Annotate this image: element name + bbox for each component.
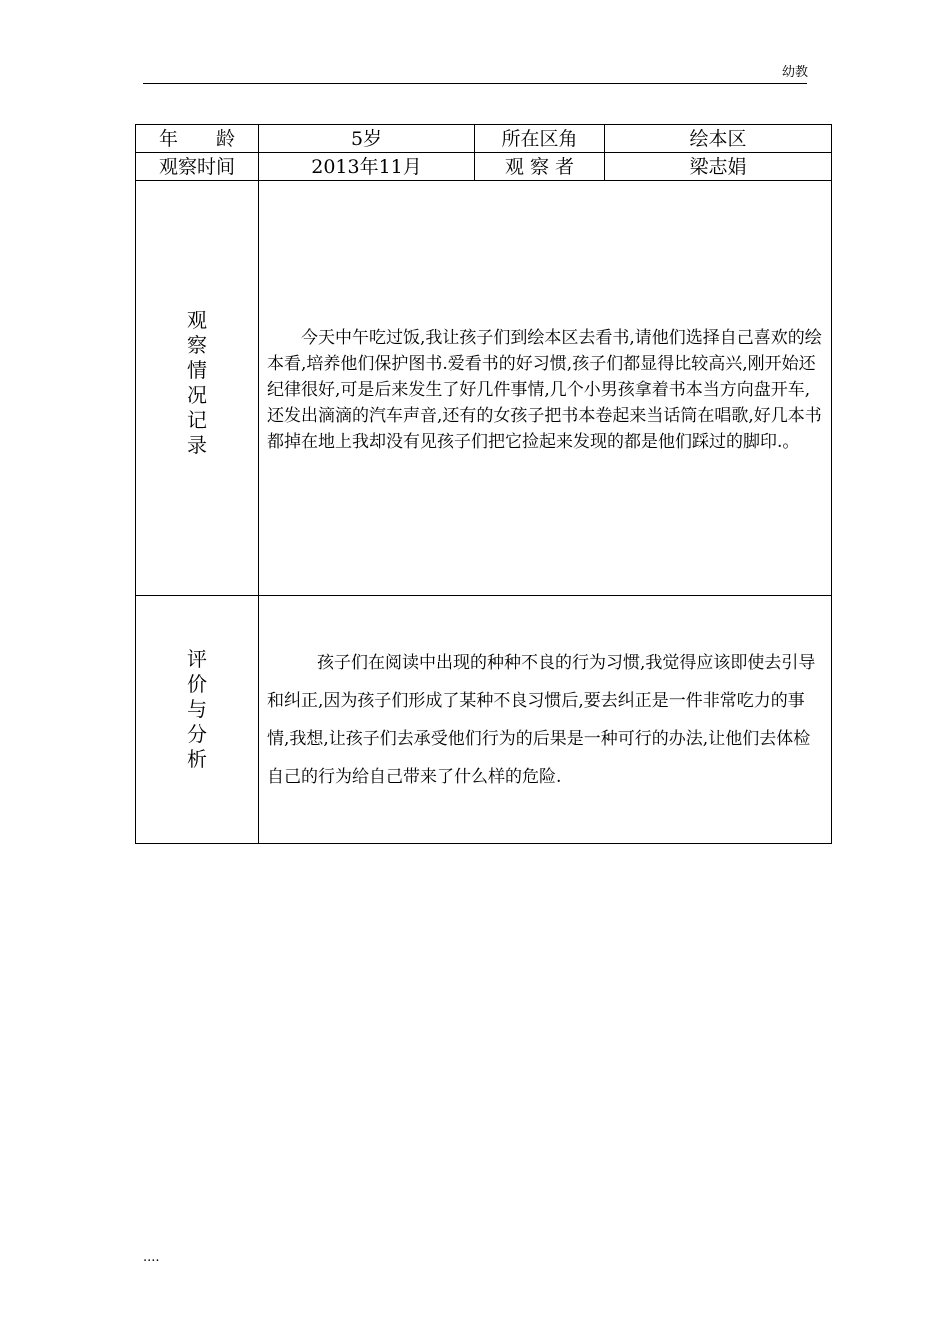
- observation-label: [136, 181, 259, 596]
- observation-label-char: 察: [187, 333, 207, 357]
- area-label: 所在区角: [475, 125, 605, 153]
- observer-value: 梁志娟: [605, 153, 832, 181]
- table-row-time: [136, 153, 832, 181]
- observation-text: 今天中午吃过饭,我让孩子们到绘本区去看书,请他们选择自己喜欢的绘本看,培养他们保护图书.爱看书的好习惯,孩子们都显得比较高兴,刚开始还纪律很好,可是后来发生了好几件事情,几个小男孩拿着书本当方向盘开车,还发出滴滴的汽车声音,还有的女孩子把书本卷起来当话筒在唱歌,好几本书都掉在地上我却没有见孩子们把它捡起来发现的都是他们踩过的脚印.。: [267, 328, 822, 452]
- evaluation-label-char: 价: [187, 672, 207, 696]
- footer-dots: ....: [143, 1250, 160, 1265]
- header-rule: [143, 83, 807, 84]
- observation-record-cell: [259, 181, 832, 596]
- observer-label: 观 察 者: [475, 153, 605, 181]
- observation-label-char: 记: [187, 408, 207, 432]
- evaluation-label-char: 与: [187, 697, 207, 721]
- observation-label-char: 录: [187, 433, 207, 457]
- evaluation-label-char: 析: [187, 747, 207, 771]
- evaluation-cell: [259, 596, 832, 844]
- table-row-evaluation: [136, 596, 832, 844]
- age-value: 5岁: [259, 125, 475, 153]
- observation-record-table: [135, 124, 832, 844]
- evaluation-label-char: 评: [187, 647, 207, 671]
- evaluation-label-char: 分: [187, 722, 207, 746]
- evaluation-text: 孩子们在阅读中出现的种种不良的行为习惯,我觉得应该即使去引导和纠正,因为孩子们形成了某种不良习惯后,要去纠正是一件非常吃力的事情,我想,让孩子们去承受他们行为的后果是一种可行的办法,让他们去体检自己的行为给自己带来了什么样的危险.: [267, 652, 816, 787]
- header-label: 幼教: [781, 65, 808, 80]
- table-row-observation: [136, 181, 832, 596]
- observation-label-char: 况: [187, 383, 207, 407]
- evaluation-label: [136, 596, 259, 844]
- time-label: 观察时间: [136, 153, 259, 181]
- age-label: 年 龄: [136, 125, 259, 153]
- time-value: 2013年11月: [259, 153, 475, 181]
- observation-label-char: 观: [187, 308, 207, 332]
- observation-label-char: 情: [187, 358, 207, 382]
- area-value: 绘本区: [605, 125, 832, 153]
- table-row-age: [136, 125, 832, 153]
